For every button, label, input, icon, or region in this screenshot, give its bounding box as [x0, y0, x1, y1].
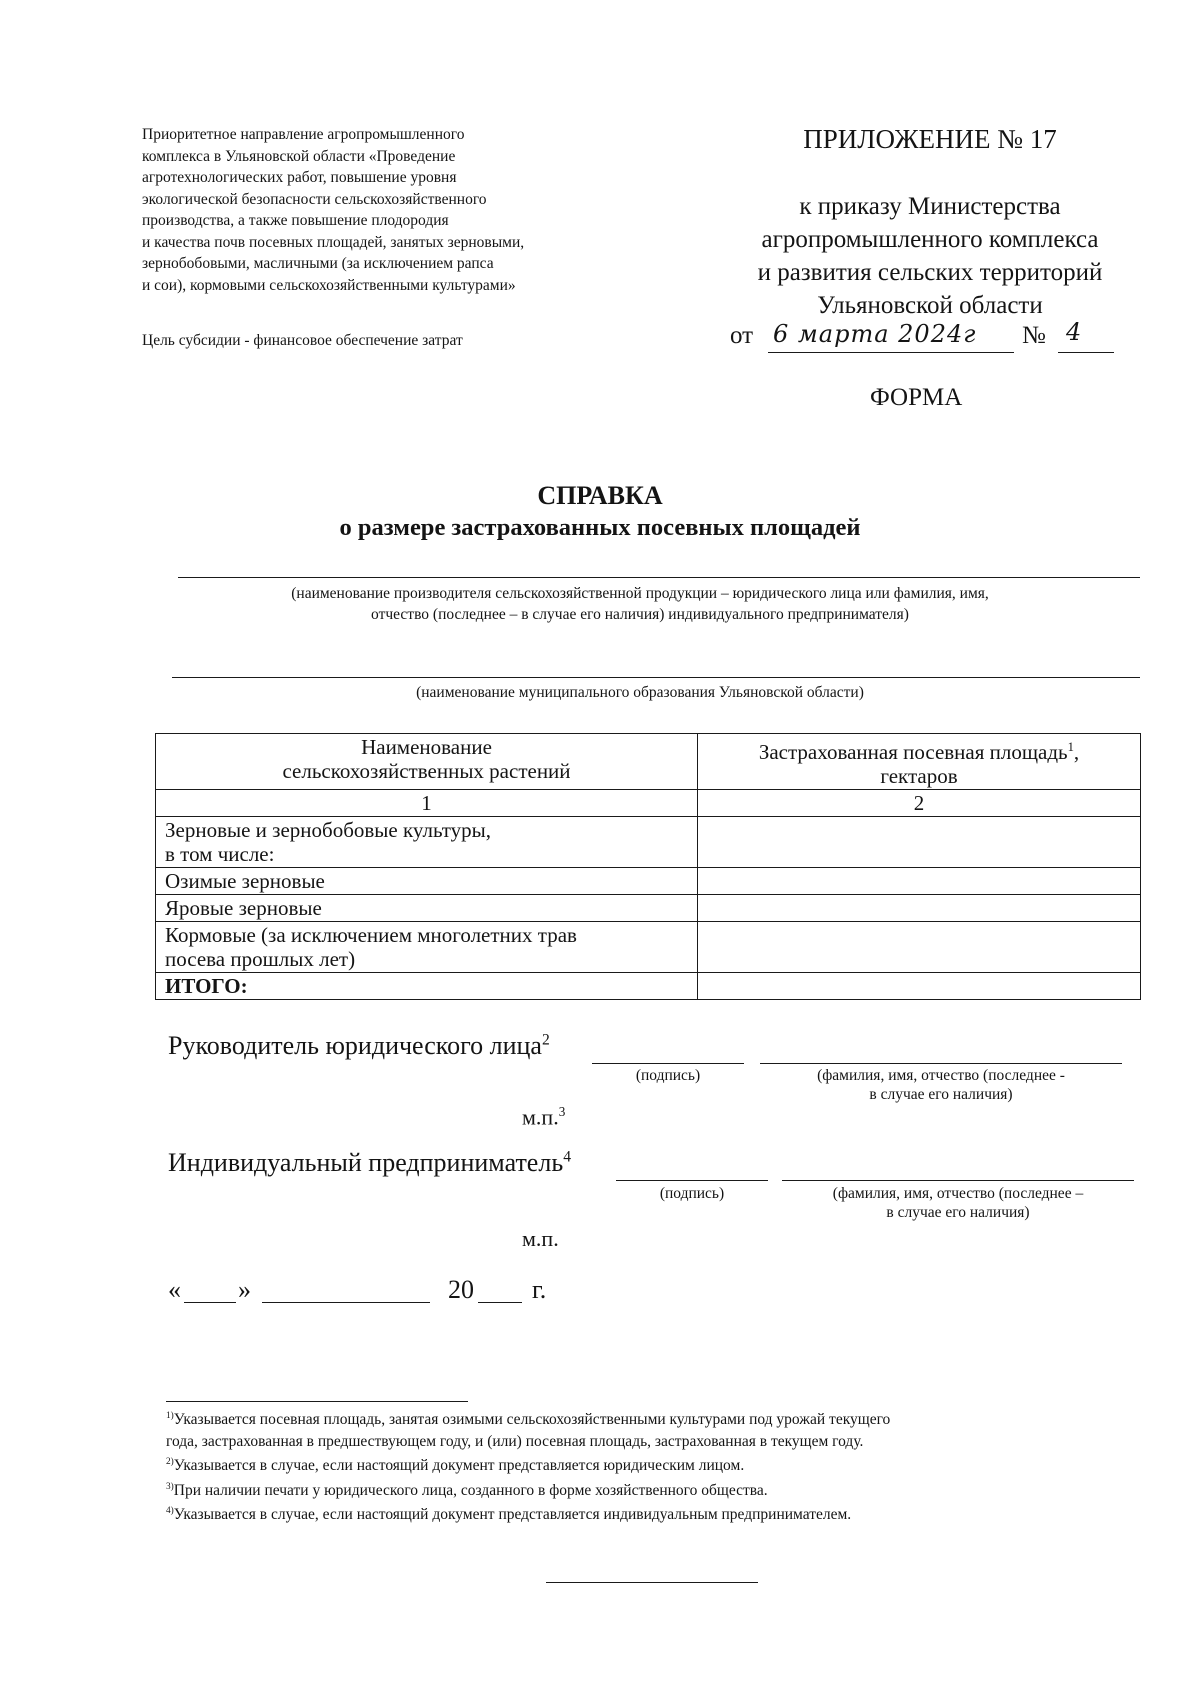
footnote-ref: 2 [541, 1031, 550, 1049]
form-label: ФОРМА [870, 384, 963, 411]
number-underline [1058, 352, 1114, 353]
footnote-ref: 3 [558, 1104, 566, 1119]
handwritten-number: 4 [1066, 318, 1083, 346]
total-value-cell[interactable] [698, 973, 1141, 1000]
end-line [546, 1582, 758, 1583]
producer-name-line [178, 577, 1140, 578]
footnote-ref: 1 [1067, 740, 1074, 754]
date-prefix: от [730, 322, 754, 349]
footnote-4 [166, 1501, 1130, 1526]
priority-line: и сои), кормовыми сельскохозяйственными культурами» [142, 276, 516, 294]
header-area-text: Застрахованная посевная площадь [758, 740, 1068, 764]
footnote-text: При наличии печати у юридического лица, созданного в форме хозяйственного общества. [173, 1481, 768, 1499]
entrepreneur-signature-line[interactable] [616, 1180, 768, 1181]
footnote-separator [166, 1401, 468, 1402]
year-prefix: 20 [448, 1275, 474, 1304]
crop-name-cell: Яровые зерновые [156, 895, 698, 922]
caption-line: в случае его наличия) [886, 1204, 1030, 1221]
order-line: Ульяновской области [817, 292, 1043, 319]
appendix-title: ПРИЛОЖЕНИЕ № 17 [803, 124, 1057, 154]
crop-name-cell [156, 817, 698, 868]
footnote-mark: 3) [166, 1481, 174, 1492]
table-row [156, 868, 1141, 895]
year-suffix: г. [532, 1275, 547, 1304]
order-line: к приказу Министерства [799, 193, 1061, 220]
handwritten-date: 6 марта 2024г [773, 320, 977, 348]
entrepreneur-fio-line[interactable] [782, 1180, 1134, 1181]
total-label: ИТОГО: [156, 973, 698, 1000]
insured-areas-table [155, 733, 1141, 1000]
date-underline [768, 352, 1014, 353]
area-value-cell[interactable] [698, 895, 1141, 922]
area-value-cell[interactable] [698, 817, 1141, 868]
signature-caption: (подпись) [659, 1185, 725, 1202]
table-total-row [156, 973, 1141, 1000]
caption-line: (наименование производителя сельскохозяйственной продукции – юридического лица или фамилия, имя, [291, 585, 989, 602]
subsidy-goal-text: Цель субсидии - финансовое обеспечение затрат [142, 332, 463, 349]
priority-line: комплекса в Ульяновской области «Проведение [142, 147, 456, 165]
legal-head-label [168, 1031, 550, 1061]
legal-fio-line[interactable] [760, 1063, 1122, 1064]
stamp-label: м.п. [522, 1226, 559, 1251]
priority-line: зернобобовыми, масличными (за исключением рапса [142, 255, 494, 272]
stamp-text: м.п. [522, 1104, 559, 1130]
footnote-1 [166, 1406, 1130, 1431]
municipality-line [172, 677, 1140, 678]
area-value-cell[interactable] [698, 868, 1141, 895]
caption-line: в случае его наличия) [869, 1086, 1013, 1103]
cell-text: в том числе: [165, 842, 275, 866]
order-reference [720, 190, 1140, 322]
date-open-quote: « [168, 1275, 181, 1304]
header-text: гектаров [880, 764, 958, 788]
legal-head-text: Руководитель юридического лица [168, 1031, 542, 1060]
entrepreneur-text: Индивидуальный предприниматель [168, 1148, 564, 1177]
priority-line: производства, а также повышение плодородия [142, 212, 449, 229]
signature-caption: (подпись) [635, 1067, 701, 1084]
cell-text: Кормовые (за исключением многолетних трав [165, 923, 577, 947]
crop-name-cell: Озимые зерновые [156, 868, 698, 895]
footnote-text: Указывается в случае, если настоящий документ представляется индивидуальным предпринимателем. [173, 1506, 852, 1524]
footnote-ref: 4 [563, 1148, 571, 1166]
footnotes [166, 1406, 1130, 1526]
footnote-mark: 1) [166, 1411, 174, 1421]
priority-direction-text [142, 124, 662, 296]
header-text: Наименование [361, 735, 492, 759]
footnote-text: Указывается в случае, если настоящий документ представляется юридическим лицом. [173, 1457, 745, 1475]
column-number: 2 [698, 790, 1141, 817]
priority-line: экологической безопасности сельскохозяйственного [142, 190, 487, 208]
municipality-caption: (наименование муниципального образования Ульяновской области) [416, 684, 864, 701]
footnote-text: Указывается посевная площадь, занятая озимыми сельскохозяйственными культурами под урожай текущего [173, 1411, 891, 1429]
fio-caption [760, 1066, 1122, 1104]
day-line[interactable] [184, 1302, 236, 1303]
priority-line: и качества почв посевных площадей, занятых зерновыми, [142, 233, 525, 251]
header-text: сельскохозяйственных растений [282, 759, 571, 783]
table-row [156, 817, 1141, 868]
order-line: и развития сельских территорий [757, 259, 1103, 286]
order-date-row [730, 322, 753, 350]
area-value-cell[interactable] [698, 922, 1141, 973]
legal-signature-line[interactable] [592, 1063, 744, 1064]
header-text [707, 735, 1131, 764]
crop-name-cell [156, 922, 698, 973]
table-header-row [156, 734, 1141, 790]
producer-caption [150, 583, 1130, 625]
table-row [156, 790, 1141, 817]
priority-line: агротехнологических работ, повышение уровня [142, 169, 457, 186]
cell-text: посева прошлых лет) [165, 947, 356, 971]
header-comma: , [1073, 740, 1080, 764]
document-subtitle: о размере застрахованных посевных площадей [339, 514, 861, 541]
header-area [698, 734, 1141, 790]
document-title: СПРАВКА [537, 481, 663, 510]
cell-text: Зерновые и зернобобовые культуры, [165, 818, 491, 842]
month-line[interactable] [262, 1302, 430, 1303]
order-line: агропромышленного комплекса [761, 226, 1099, 253]
column-number: 1 [156, 790, 698, 817]
stamp-label [522, 1104, 565, 1130]
footnote-2 [166, 1452, 1130, 1477]
footnote-3 [166, 1477, 1130, 1502]
table-row [156, 895, 1141, 922]
caption-line: (фамилия, имя, отчество (последнее – [832, 1185, 1084, 1202]
footnote-mark: 2) [166, 1457, 174, 1468]
entrepreneur-label [168, 1148, 571, 1178]
number-label: № [1022, 322, 1046, 349]
priority-line: Приоритетное направление агропромышленного [142, 126, 465, 143]
date-close-quote: » [238, 1275, 251, 1304]
table-row [156, 922, 1141, 973]
footnote-1-cont: года, застрахованная в предшествующем году, и (или) посевная площадь, застрахованная в текущем году. [166, 1432, 864, 1450]
header-plants [156, 734, 698, 790]
caption-line: отчество (последнее – в случае его наличия) индивидуального предпринимателя) [371, 606, 909, 623]
year-line[interactable] [478, 1302, 522, 1303]
fio-caption [782, 1184, 1134, 1222]
footnote-mark: 4) [166, 1506, 174, 1517]
caption-line: (фамилия, имя, отчество (последнее - [817, 1067, 1065, 1084]
